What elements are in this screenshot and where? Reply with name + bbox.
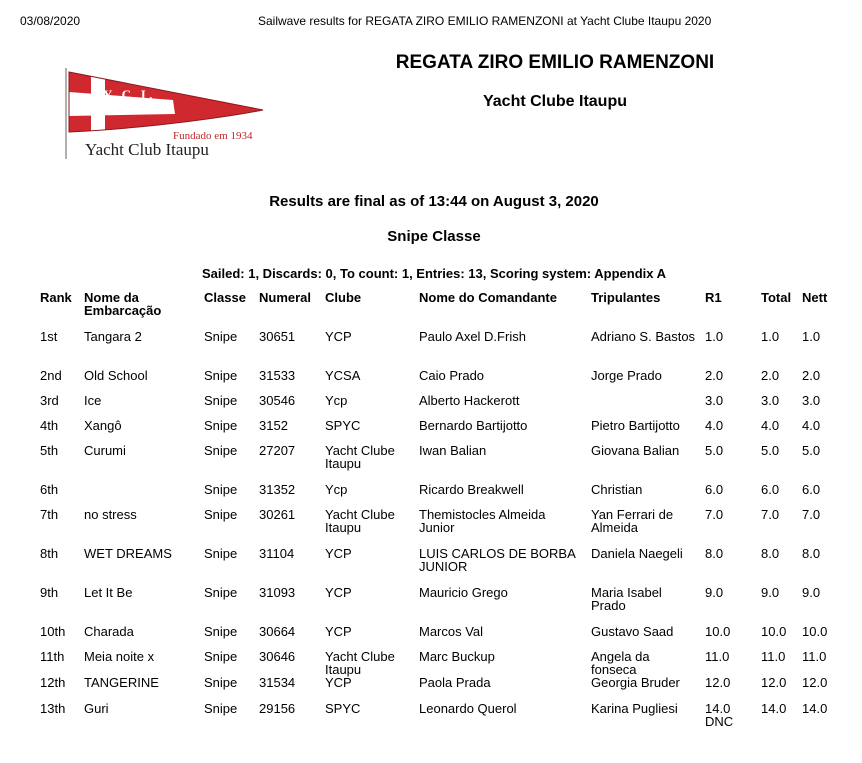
boat-name-cell: Let It Be — [84, 585, 133, 600]
column-header: Nome do Comandante — [419, 290, 557, 305]
boat-name-cell: TANGERINE — [84, 675, 159, 690]
boat-name-cell: Meia noite x — [84, 649, 155, 664]
class-cell: Snipe — [204, 368, 238, 383]
race1-cell: 4.0 — [705, 418, 724, 433]
crew-cell: Daniela Naegeli — [591, 546, 683, 561]
race1-cell: 9.0 — [705, 585, 724, 600]
table-row — [36, 676, 840, 702]
club-logo-flag-icon — [63, 66, 277, 160]
total-cell: 9.0 — [761, 585, 780, 600]
sail-number-cell: 31104 — [259, 546, 295, 561]
race1-cell: 2.0 — [705, 368, 724, 383]
total-cell: 7.0 — [761, 507, 780, 522]
race1-cell: 8.0 — [705, 546, 724, 561]
table-row — [36, 330, 840, 369]
table-row — [36, 650, 840, 676]
race1-cell: 14.0 DNC — [705, 701, 734, 729]
document-title: Sailwave results for REGATA ZIRO EMILIO RAMENZONI at Yacht Clube Itaupu 2020 — [258, 14, 712, 28]
race1-cell: 10.0 — [705, 624, 731, 639]
rank-cell: 8th — [40, 546, 59, 561]
column-header: Classe — [204, 290, 246, 305]
club-cell: YCP — [325, 546, 352, 561]
nett-cell: 5.0 — [802, 443, 821, 458]
table-row — [36, 508, 840, 547]
sail-number-cell: 31534 — [259, 675, 296, 690]
rank-cell: 9th — [40, 585, 59, 600]
crew-cell: Yan Ferrari de Almeida — [591, 507, 674, 535]
sail-number-cell: 31533 — [259, 368, 296, 383]
rank-cell: 12th — [40, 675, 66, 690]
column-header: Tripulantes — [591, 290, 661, 305]
club-cell: Yacht Clube Itaupu — [325, 649, 395, 677]
total-cell: 12.0 — [761, 675, 787, 690]
nett-cell: 6.0 — [802, 482, 821, 497]
total-cell: 1.0 — [761, 329, 780, 344]
helm-cell: Caio Prado — [419, 368, 485, 383]
crew-cell: Christian — [591, 482, 643, 497]
crew-cell: Giovana Balian — [591, 443, 680, 458]
boat-name-cell: no stress — [84, 507, 137, 522]
boat-name-cell: Xangô — [84, 418, 122, 433]
race1-cell: 5.0 — [705, 443, 724, 458]
helm-cell: LUIS CARLOS DE BORBA JUNIOR — [419, 546, 576, 574]
logo-founded: Fundado em 1934 — [173, 130, 253, 142]
sail-number-cell: 30261 — [259, 507, 296, 522]
nett-cell: 1.0 — [802, 329, 821, 344]
class-cell: Snipe — [204, 329, 238, 344]
class-cell: Snipe — [204, 675, 238, 690]
helm-cell: Mauricio Grego — [419, 585, 508, 600]
rank-cell: 6th — [40, 482, 59, 497]
helm-cell: Leonardo Querol — [419, 701, 517, 716]
total-cell: 2.0 — [761, 368, 780, 383]
event-venue: Yacht Clube Itaupu — [482, 93, 627, 110]
class-title: Snipe Classe — [387, 228, 481, 245]
table-row — [36, 419, 840, 444]
rank-cell: 1st — [40, 329, 58, 344]
boat-name-cell: WET DREAMS — [84, 546, 172, 561]
series-summary: Sailed: 1, Discards: 0, To count: 1, Entries: 13, Scoring system: Appendix A — [201, 266, 667, 281]
sail-number-cell: 3152 — [259, 418, 288, 433]
helm-cell: Iwan Balian — [419, 443, 487, 458]
nett-cell: 14.0 — [802, 701, 828, 716]
club-cell: YCP — [325, 329, 352, 344]
helm-cell: Bernardo Bartijotto — [419, 418, 528, 433]
sail-number-cell: 30664 — [259, 624, 296, 639]
table-row — [36, 547, 840, 586]
club-cell: Ycp — [325, 482, 348, 497]
column-header: Nome da Embarcação — [84, 290, 162, 318]
table-row — [36, 483, 840, 508]
total-cell: 3.0 — [761, 393, 780, 408]
helm-cell: Ricardo Breakwell — [419, 482, 524, 497]
nett-cell: 9.0 — [802, 585, 821, 600]
boat-name-cell: Guri — [84, 701, 109, 716]
crew-cell: Pietro Bartijotto — [591, 418, 680, 433]
club-cell: YCP — [325, 675, 352, 690]
rank-cell: 2nd — [40, 368, 62, 383]
table-row — [36, 702, 840, 741]
sail-number-cell: 30546 — [259, 393, 296, 408]
club-cell: Yacht Clube Itaupu — [325, 507, 395, 535]
total-cell: 6.0 — [761, 482, 780, 497]
nett-cell: 4.0 — [802, 418, 821, 433]
column-header: Total — [761, 290, 792, 305]
rank-cell: 11th — [40, 649, 65, 664]
club-cell: SPYC — [325, 701, 361, 716]
rank-cell: 4th — [40, 418, 59, 433]
helm-cell: Paulo Axel D.Frish — [419, 329, 526, 344]
boat-name-cell: Tangara 2 — [84, 329, 142, 344]
race1-cell: 7.0 — [705, 507, 724, 522]
club-logo — [63, 66, 277, 160]
results-status: Results are final as of 13:44 on August 3, 2020 — [269, 193, 599, 210]
nett-cell: 12.0 — [802, 675, 828, 690]
crew-cell: Gustavo Saad — [591, 624, 674, 639]
column-header: Nett — [802, 290, 828, 305]
sail-number-cell: 30651 — [259, 329, 296, 344]
race1-cell: 12.0 — [705, 675, 731, 690]
total-cell: 10.0 — [761, 624, 787, 639]
class-cell: Snipe — [204, 393, 238, 408]
total-cell: 14.0 — [761, 701, 787, 716]
class-cell: Snipe — [204, 701, 238, 716]
table-header-row — [36, 291, 840, 330]
rank-cell: 5th — [40, 443, 59, 458]
nett-cell: 2.0 — [802, 368, 821, 383]
crew-cell: Jorge Prado — [591, 368, 662, 383]
table-row — [36, 394, 840, 419]
results-table — [36, 291, 840, 741]
event-title: REGATA ZIRO EMILIO RAMENZONI — [395, 52, 715, 73]
crew-cell: Adriano S. Bastos — [591, 329, 696, 344]
class-cell: Snipe — [204, 482, 238, 497]
helm-cell: Marcos Val — [419, 624, 484, 639]
club-cell: Yacht Clube Itaupu — [325, 443, 395, 471]
crew-cell — [587, 394, 701, 419]
total-cell: 8.0 — [761, 546, 780, 561]
boat-name-cell: Curumi — [84, 443, 126, 458]
column-header: Numeral — [259, 290, 312, 305]
class-cell: Snipe — [204, 507, 238, 522]
crew-cell: Karina Pugliesi — [591, 701, 678, 716]
class-cell: Snipe — [204, 624, 238, 639]
boat-name-cell: Ice — [84, 393, 102, 408]
helm-cell: Marc Buckup — [419, 649, 495, 664]
club-cell: SPYC — [325, 418, 361, 433]
race1-cell: 11.0 — [705, 649, 730, 664]
logo-initials: Y . C . I . — [103, 87, 153, 102]
helm-cell: Paola Prada — [419, 675, 491, 690]
helm-cell: Themistocles Almeida Junior — [419, 507, 546, 535]
column-header: Clube — [325, 290, 362, 305]
table-row — [36, 369, 840, 394]
sail-number-cell: 31093 — [259, 585, 296, 600]
race1-cell: 1.0 — [705, 329, 724, 344]
sail-number-cell: 30646 — [259, 649, 296, 664]
class-cell: Snipe — [204, 546, 238, 561]
sail-number-cell: 27207 — [259, 443, 296, 458]
class-cell: Snipe — [204, 418, 238, 433]
race1-cell: 3.0 — [705, 393, 724, 408]
table-row — [36, 625, 840, 650]
table-row — [36, 586, 840, 625]
class-cell: Snipe — [204, 649, 238, 664]
sail-number-cell: 29156 — [259, 701, 296, 716]
race1-cell: 6.0 — [705, 482, 724, 497]
logo-club-name: Yacht Club Itaupu — [85, 140, 209, 159]
club-cell: YCSA — [325, 368, 361, 383]
table-row — [36, 444, 840, 483]
rank-cell: 10th — [40, 624, 66, 639]
club-cell: YCP — [325, 624, 352, 639]
boat-name-cell: Old School — [84, 368, 148, 383]
club-cell: YCP — [325, 585, 352, 600]
sail-number-cell: 31352 — [259, 482, 296, 497]
helm-cell: Alberto Hackerott — [419, 393, 520, 408]
boat-name-cell: Charada — [84, 624, 134, 639]
nett-cell: 7.0 — [802, 507, 821, 522]
print-date: 03/08/2020 — [20, 14, 81, 28]
rank-cell: 13th — [40, 701, 66, 716]
rank-cell: 3rd — [40, 393, 59, 408]
total-cell: 5.0 — [761, 443, 780, 458]
total-cell: 4.0 — [761, 418, 780, 433]
nett-cell: 3.0 — [802, 393, 821, 408]
total-cell: 11.0 — [761, 649, 786, 664]
crew-cell: Maria Isabel Prado — [591, 585, 662, 613]
class-cell: Snipe — [204, 443, 238, 458]
column-header: R1 — [705, 290, 722, 305]
crew-cell: Georgia Bruder — [591, 675, 680, 690]
nett-cell: 10.0 — [802, 624, 828, 639]
nett-cell: 8.0 — [802, 546, 821, 561]
column-header: Rank — [40, 290, 72, 305]
crew-cell: Angela da fonseca — [591, 649, 650, 677]
boat-name-cell — [80, 483, 200, 508]
class-cell: Snipe — [204, 585, 238, 600]
rank-cell: 7th — [40, 507, 59, 522]
nett-cell: 11.0 — [802, 649, 827, 664]
club-cell: Ycp — [325, 393, 348, 408]
